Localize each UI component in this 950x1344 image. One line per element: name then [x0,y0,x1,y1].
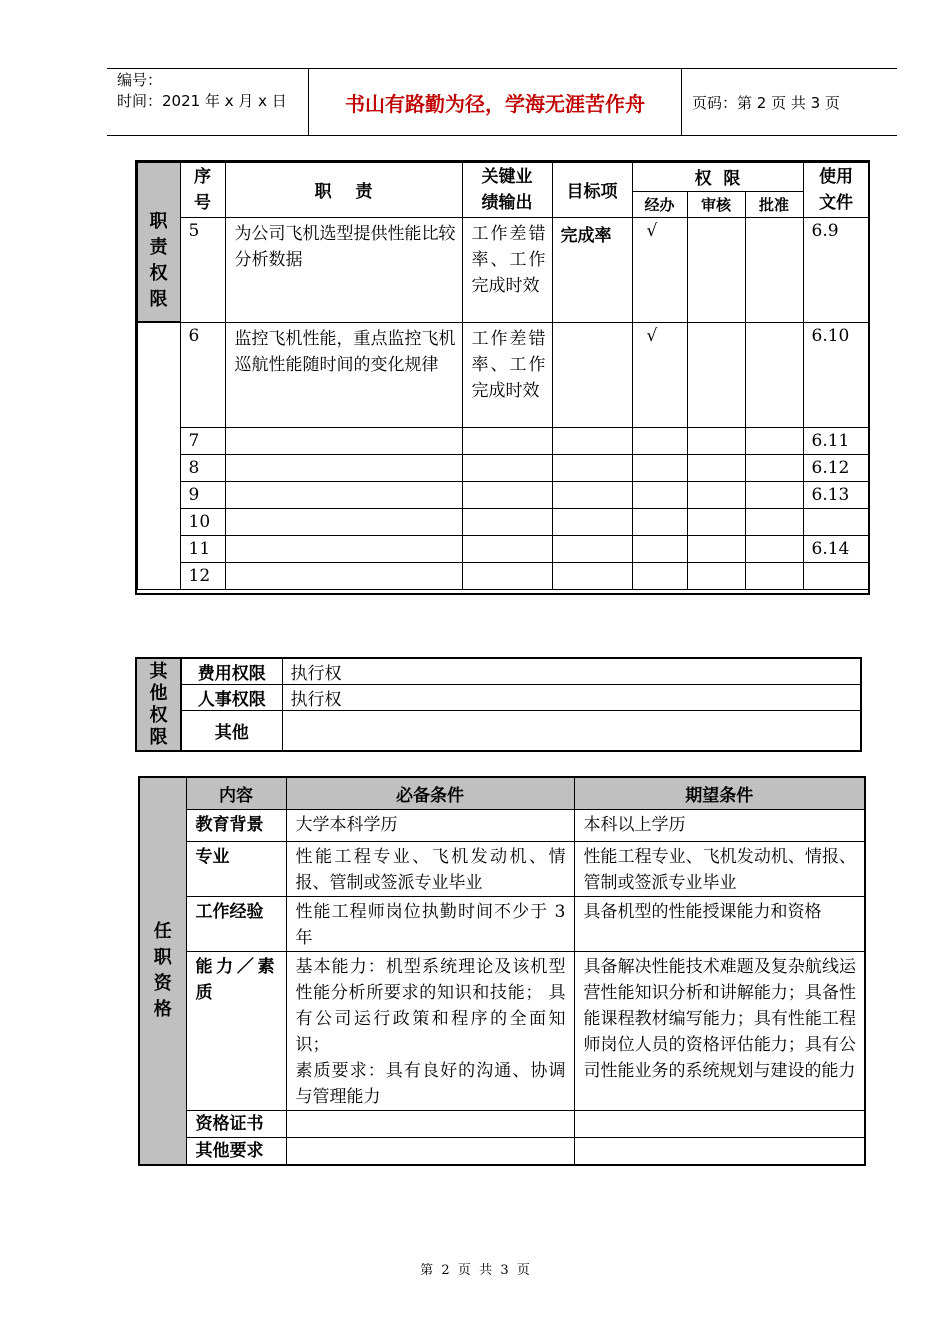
table-row [139,1137,865,1165]
qualification-label: 教育背景 [186,809,286,841]
row-doc: 6.9 [803,217,869,322]
row-target [552,535,632,562]
row-handle [632,454,687,481]
row-doc: 6.14 [803,535,869,562]
qualification-required [286,1137,574,1165]
row-seq: 6 [180,322,225,427]
col-kpi-header: 关键业 绩输出 [462,162,552,217]
row-target [552,427,632,454]
duties-section-label: 职 责 权 限 [149,211,168,310]
qualification-label: 资格证书 [186,1110,286,1137]
row-handle: √ [632,322,687,427]
table-row [136,658,861,685]
row-handle [632,508,687,535]
header-motto: 书山有路勤为径，学海无涯苦作舟 [345,92,645,116]
row-approve [745,454,803,481]
row-doc: 6.13 [803,481,869,508]
table-row [137,508,869,535]
row-doc [803,562,869,589]
other-authority-table [135,657,862,752]
table-row [139,896,865,951]
row-approve [745,322,803,427]
row-duty [225,508,462,535]
row-seq: 10 [180,508,225,535]
row-target [552,508,632,535]
table-row [136,711,861,751]
other-authority-label: 其他 [181,711,282,751]
row-review [687,562,745,589]
row-approve [745,481,803,508]
row-approve [745,562,803,589]
header-bottom-rule [107,135,897,136]
row-review [687,217,745,322]
qualification-required: 基本能力：机型系统理论及该机型性能分析所要求的知识和技能； 具有公司运行政策和程序的全面知识； 素质要求：具有良好的沟通、协调与管理能力 [286,951,574,1110]
row-handle: √ [632,217,687,322]
duties-section-blank [137,322,180,589]
qualification-required [286,1110,574,1137]
row-target [552,481,632,508]
row-kpi [462,535,552,562]
qualification-required: 性能工程师岗位执勤时间不少于 3 年 [286,896,574,951]
qualification-expected [574,1137,865,1165]
row-review [687,427,745,454]
row-approve [745,427,803,454]
qualification-label: 工作经验 [186,896,286,951]
row-review [687,454,745,481]
other-authority-value [282,711,861,751]
row-handle [632,535,687,562]
row-target [552,562,632,589]
qualification-required: 大学本科学历 [286,809,574,841]
col-seq-header: 序 号 [180,162,225,217]
row-target [552,454,632,481]
table-row [139,1110,865,1137]
col-content-header: 内容 [186,777,286,809]
row-review [687,322,745,427]
row-duty [225,481,462,508]
row-kpi: 工作差错率、工作完成时效 [462,217,552,322]
row-approve [745,508,803,535]
row-doc: 6.11 [803,427,869,454]
table-row [137,481,869,508]
other-authority-section-cell: 其 他 权 限 [136,658,181,751]
row-duty [225,535,462,562]
row-duty: 为公司飞机选型提供性能比较分析数据 [225,217,462,322]
header-meta [117,70,287,112]
row-seq: 12 [180,562,225,589]
col-handle-header: 经办 [632,191,687,217]
row-seq: 7 [180,427,225,454]
col-target-header: 目标项 [552,162,632,217]
qualification-expected: 性能工程专业、飞机发动机、情报、管制或签派专业毕业 [574,841,865,896]
row-duty [225,454,462,481]
table-row [137,217,869,322]
qualification-label: 专业 [186,841,286,896]
row-kpi [462,562,552,589]
qualifications-section-cell: 任 职 资 格 [139,777,186,1165]
other-authority-label: 费用权限 [181,658,282,685]
row-doc: 6.10 [803,322,869,427]
row-kpi [462,454,552,481]
row-target: 完成率 [552,217,632,322]
qualification-expected: 本科以上学历 [574,809,865,841]
header-number: 编号： [117,71,163,89]
qualification-label: 能力／素质 [186,951,286,1110]
row-seq: 9 [180,481,225,508]
header-top-rule [107,68,897,69]
table-row [136,685,861,711]
row-kpi [462,508,552,535]
row-approve [745,217,803,322]
table-row [137,562,869,589]
row-kpi [462,427,552,454]
table-row [137,322,869,427]
table-row [137,454,869,481]
table-row [137,427,869,454]
col-review-header: 审核 [687,191,745,217]
col-doc-header: 使用 文件 [803,162,869,217]
col-authority-header: 权 限 [632,162,803,191]
col-expected-header: 期望条件 [574,777,865,809]
row-doc [803,508,869,535]
row-handle [632,481,687,508]
row-handle [632,562,687,589]
row-seq: 5 [180,217,225,322]
other-authority-value: 执行权 [282,685,861,711]
row-review [687,508,745,535]
row-approve [745,535,803,562]
col-duty-header: 职 责 [225,162,462,217]
row-duty: 监控飞机性能，重点监控飞机巡航性能随时间的变化规律 [225,322,462,427]
row-review [687,481,745,508]
row-review [687,535,745,562]
qualifications-table [138,776,866,1166]
other-authority-value: 执行权 [282,658,861,685]
row-doc: 6.12 [803,454,869,481]
table-row [137,535,869,562]
row-duty [225,427,462,454]
row-seq: 8 [180,454,225,481]
row-kpi [462,481,552,508]
row-handle [632,427,687,454]
header-page-number: 页码：第 2 页 共 3 页 [692,94,840,112]
col-required-header: 必备条件 [286,777,574,809]
table-row [139,951,865,1110]
table-row [139,841,865,896]
row-seq: 11 [180,535,225,562]
other-authority-label: 人事权限 [181,685,282,711]
row-target [552,322,632,427]
header-divider-2 [681,68,682,136]
row-duty [225,562,462,589]
qualification-label: 其他要求 [186,1137,286,1165]
qualification-required: 性能工程专业、飞机发动机、情报、管制或签派专业毕业 [286,841,574,896]
col-approve-header: 批准 [745,191,803,217]
qualification-expected: 具备机型的性能授课能力和资格 [574,896,865,951]
duties-table [136,161,870,590]
page-footer: 第 2 页 共 3 页 [420,1263,530,1278]
qualification-expected [574,1110,865,1137]
table-row [139,809,865,841]
qualification-expected: 具备解决性能技术难题及复杂航线运营性能知识分析和讲解能力；具备性能课程教材编写能力；具有性能工程师岗位人员的资格评估能力；具有公司性能业务的系统规划与建设的能力 [574,951,865,1110]
row-kpi: 工作差错率、工作完成时效 [462,322,552,427]
header-time: 时间：2021 年 x 月 x 日 [117,92,287,110]
